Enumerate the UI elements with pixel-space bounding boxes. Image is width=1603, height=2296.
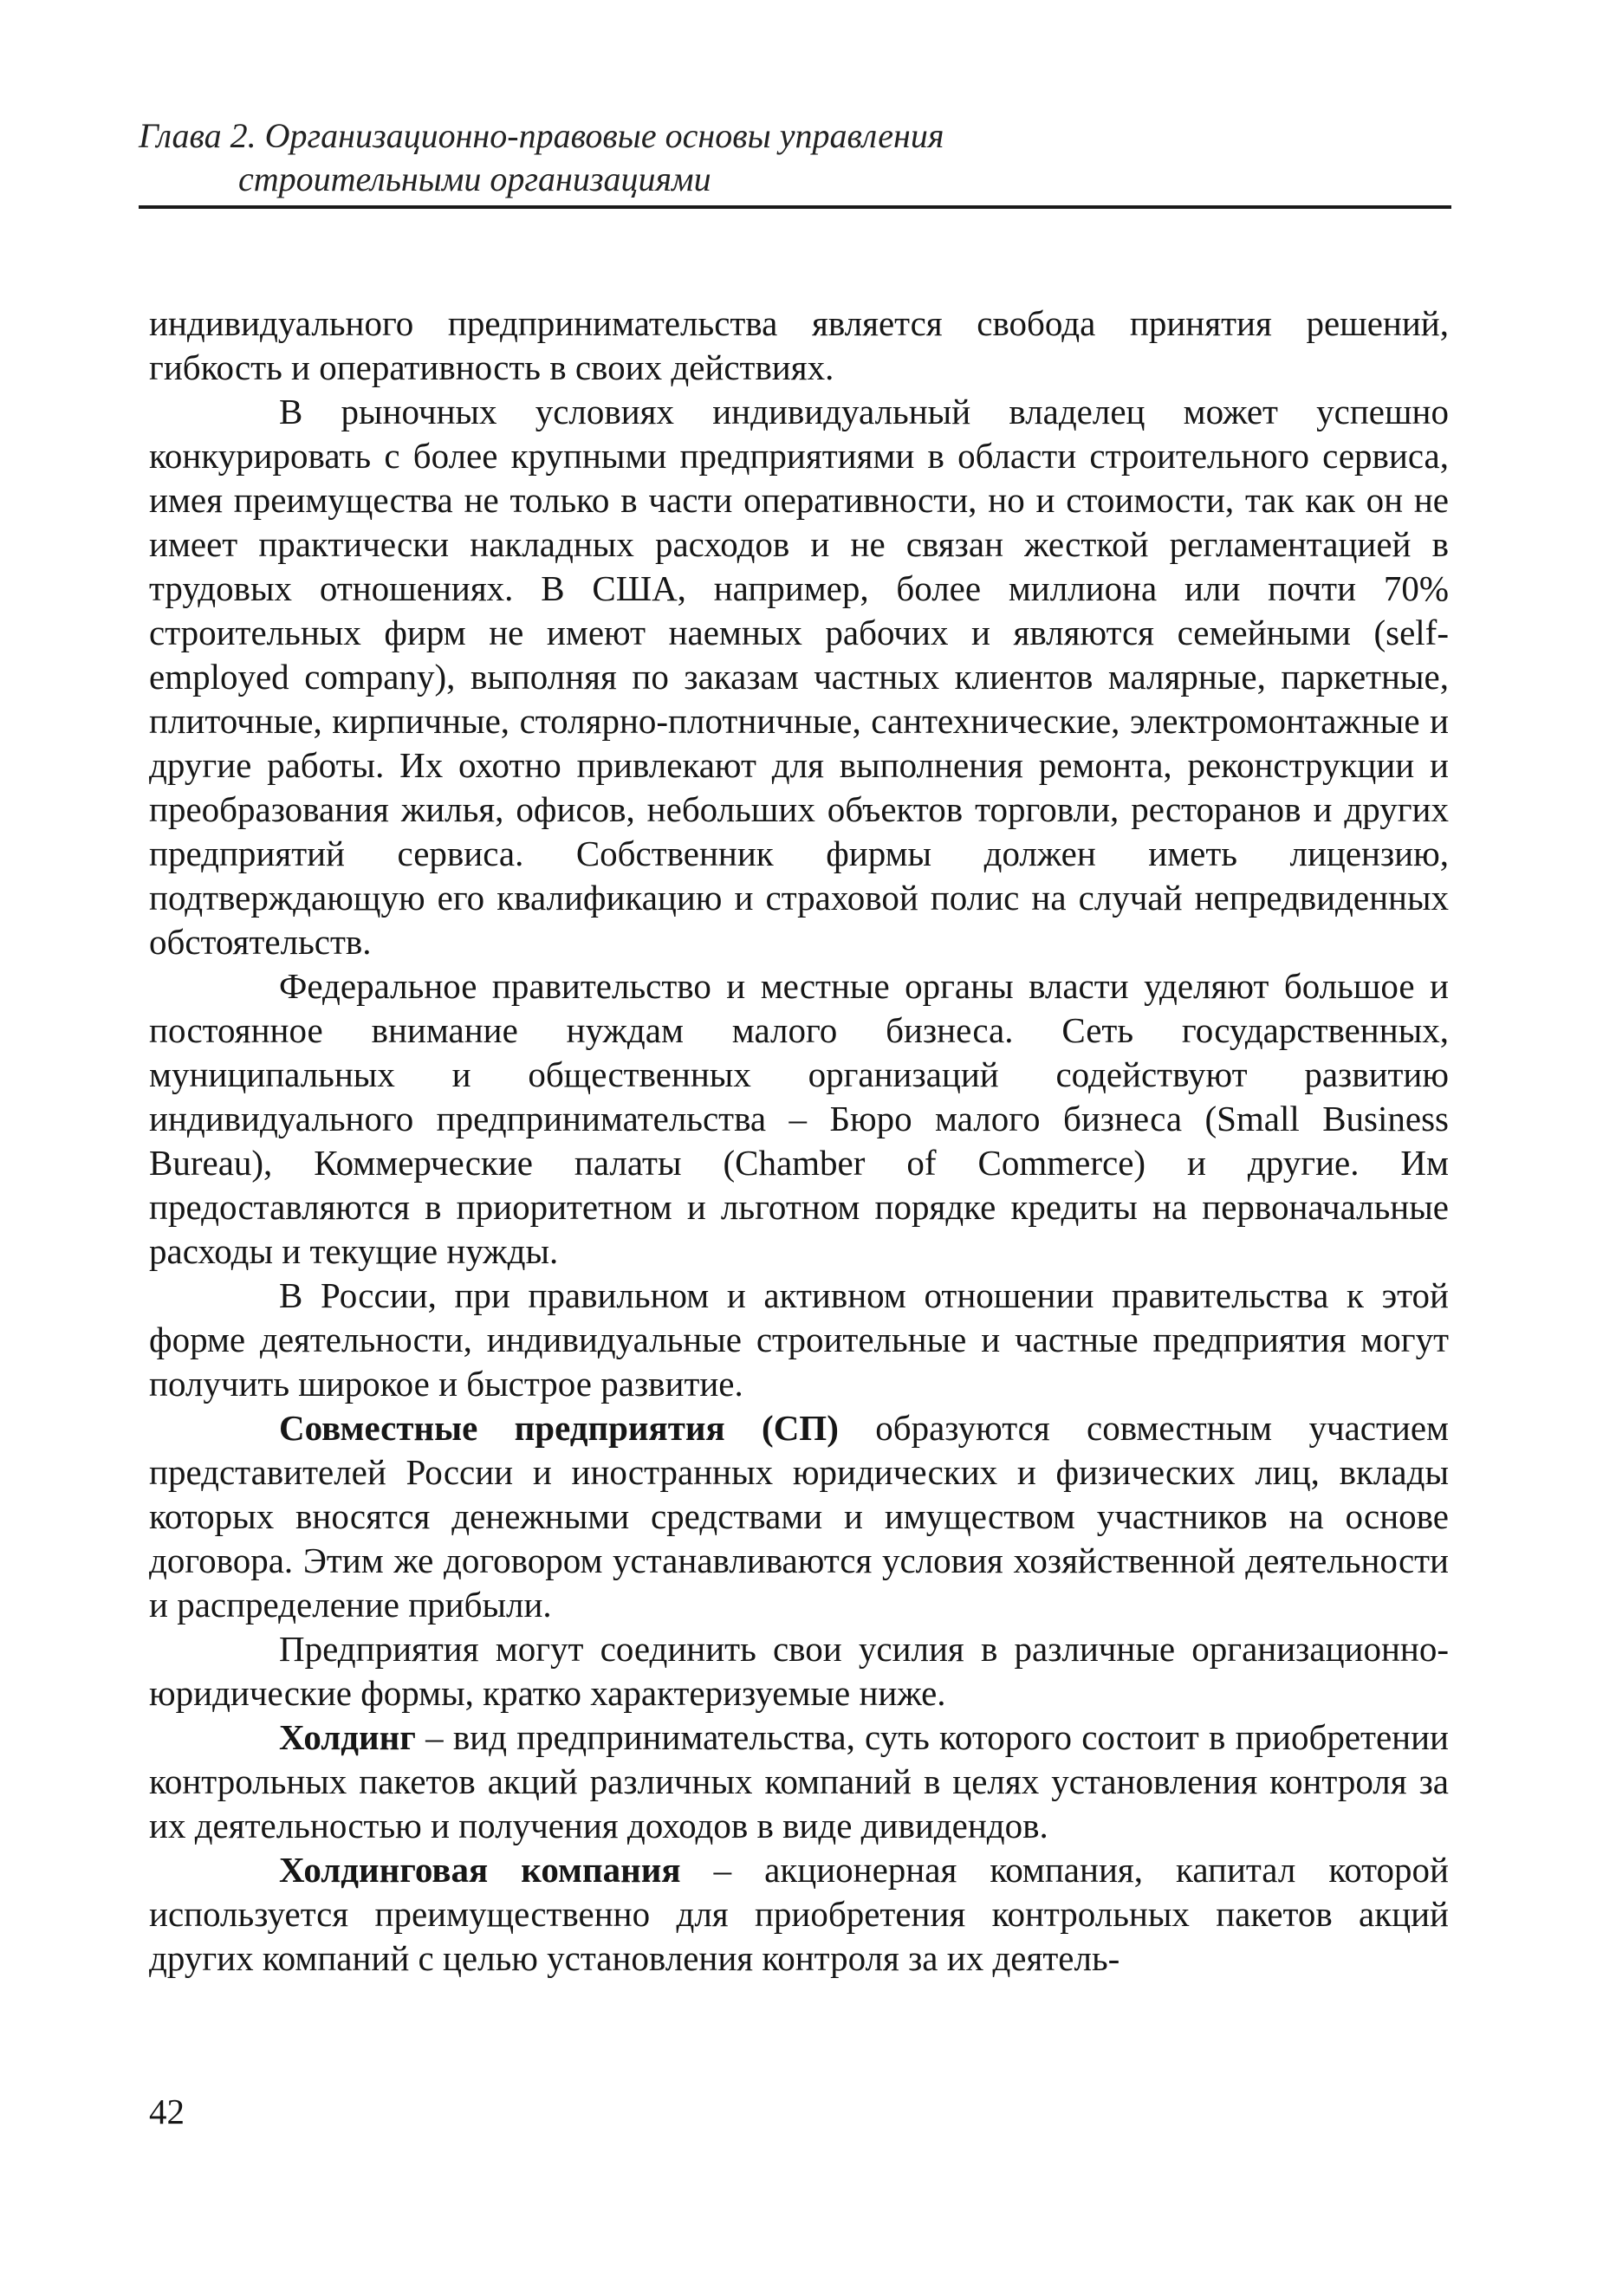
paragraph-text: индивидуального предпринимательства является свобода принятия решений, гибкость и оперативность в своих действиях. [149, 303, 1449, 387]
paragraph-market-conditions [149, 390, 1449, 964]
paragraph-text: В рыночных условиях индивидуальный владелец может успешно конкурировать с более крупными предприятиями в области строительного сервиса, имея преимущества не только в части оперативности, но и стоимости, так как он не имеет практически накладных расходов и не связан жесткой регламентацией в трудовых отношениях. В США, например, более миллиона или почти 70% строительных фирм не имеют наемных рабочих и являются семейными (self-employed company), выполняя по заказам частных клиентов малярные, паркетные, плиточные, кирпичные, столярно-плотничные, сантехнические, электромонтажные и другие работы. Их охотно привлекают для выполнения ремонта, реконструкции и преобразования жилья, офисов, небольших объектов торговли, ресторанов и других предприятий сервиса. Собственник фирмы должен иметь лицензию, подтверждающую его квалификацию и страховой полис на случай непредвиденных обстоятельств. [149, 392, 1449, 962]
paragraph-text: – вид предпринимательства, суть которого состоит в приобретении контрольных пакетов акций различных компаний в целях установления контроля за их деятельностью и получения доходов в виде дивидендов. [149, 1717, 1449, 1845]
body-text [149, 302, 1449, 1981]
paragraph-text: образуются совместным участием представителей России и иностранных юридических и физических лиц, вклады которых вносятся денежными средствами и имуществом участников на основе договора. Этим же договором устанавливаются условия хозяйственной деятельности и распределение прибыли. [149, 1408, 1449, 1625]
paragraph-russia [149, 1274, 1449, 1406]
term-holding-company: Холдинговая компания [279, 1850, 681, 1890]
chapter-title-line-2: строительными организациями [238, 159, 711, 198]
paragraph-text: В России, при правильном и активном отношении правительства к этой форме деятельности, индивидуальные строительные и частные предприятия могут получить широкое и быстрое развитие. [149, 1275, 1449, 1404]
running-header [139, 114, 1456, 201]
paragraph-text: Предприятия могут соединить свои усилия в различные организационно-юридические формы, кратко характеризуемые ниже. [149, 1629, 1449, 1713]
chapter-title-line-1: Глава 2. Организационно-правовые основы управления [139, 116, 944, 155]
term-joint-ventures: Совместные предприятия (СП) [279, 1408, 839, 1448]
page-number: 42 [149, 2092, 185, 2131]
paragraph-holding [149, 1716, 1449, 1848]
paragraph-federal-government [149, 964, 1449, 1274]
paragraph-text: – акционерная компания, капитал которой используется преимущественно для приобретения контрольных пакетов акций других компаний с целью установления контроля за их деятель- [149, 1850, 1449, 1978]
paragraph-holding-company [149, 1848, 1449, 1981]
term-holding: Холдинг [279, 1717, 416, 1757]
paragraph-text: Федеральное правительство и местные органы власти уделяют большое и постоянное внимание нуждам малого бизнеса. Сеть государственных, муниципальных и общественных организаций содействуют развитию индивидуального предпринимательства – Бюро малого бизнеса (Small Business Bureau), Коммерческие палаты (Chamber of Commerce) и другие. Им предоставляются в приоритетном и льготном порядке кредиты на первоначальные расходы и текущие нужды. [149, 966, 1449, 1271]
paragraph-enterprises-combine [149, 1627, 1449, 1716]
header-rule [139, 205, 1451, 209]
paragraph-joint-ventures [149, 1406, 1449, 1627]
paragraph-continuation [149, 302, 1449, 390]
